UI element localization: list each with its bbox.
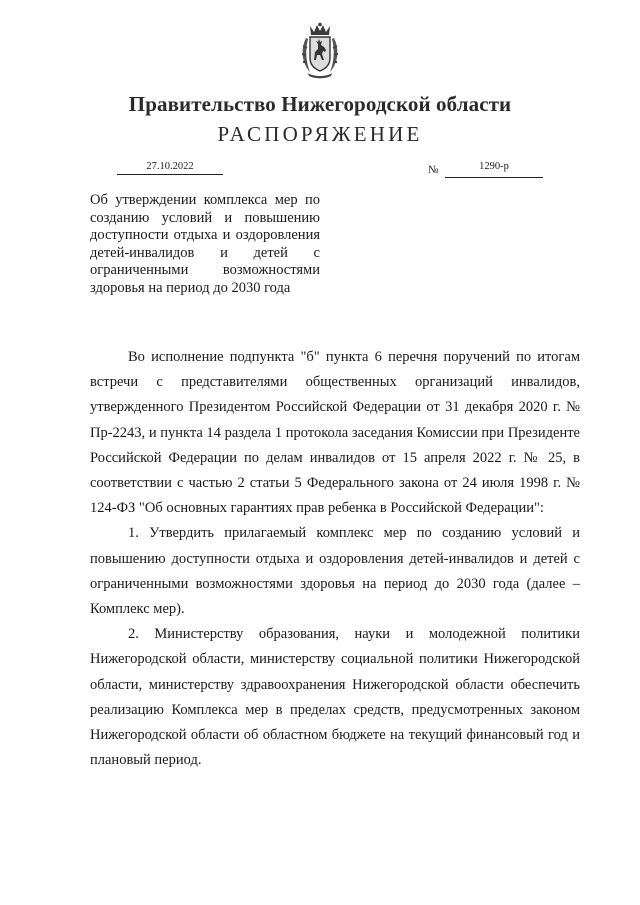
body-paragraph-item-2: 2. Министерству образования, науки и молодежной политики Нижегородской области, министерству социальной политики Нижегородской области, министерству здравоохранения Нижегородской области обеспечить реализацию Комплекса мер в пределах средств, предусмотренных законом Нижегородской области об областном бюджете на текущий финансовый год и плановый период. <box>90 626 580 769</box>
body-paragraph-preamble: Во исполнение подпункта "б" пункта 6 перечня поручений по итогам встречи с представителями общественных организаций инвалидов, утвержденного Президентом Российской Федерации от 31 декабря 2020 г. № Пр-2243, и пункта 14 раздела 1 протокола заседания Комиссии при Президенте Российской Федерации по делам инвалидов от 15 апреля 2022 г. № 25, в соответствии с частью 2 статьи 5 Федерального закона от 24 июля 1998 г. № 124-ФЗ "Об основных гарантиях прав ребенка в Российской Федерации": <box>90 349 580 517</box>
number-label: № <box>428 164 439 176</box>
document-subject: Об утверждении комплекса мер по созданию условий и повышению доступности отдыха и оздоровления детей-инвалидов и детей с ограниченными возможностями здоровья на период до 2030 года <box>90 192 320 296</box>
coat-of-arms-icon <box>298 22 342 80</box>
document-type: РАСПОРЯЖЕНИЕ <box>217 122 423 146</box>
date-underline <box>117 174 223 175</box>
document-number: 1290-р <box>479 161 509 172</box>
body-paragraph-item-1: 1. Утвердить прилагаемый комплекс мер по созданию условий и повышению доступности отдыха и оздоровления детей-инвалидов и детей с ограниченными возможностями здоровья на период до 2030 года (далее – Комплекс мер). <box>90 525 580 618</box>
number-underline <box>445 177 543 178</box>
document-body <box>90 345 580 773</box>
organization-title: Правительство Нижегородской области <box>128 92 512 116</box>
document-date: 27.10.2022 <box>146 161 194 172</box>
